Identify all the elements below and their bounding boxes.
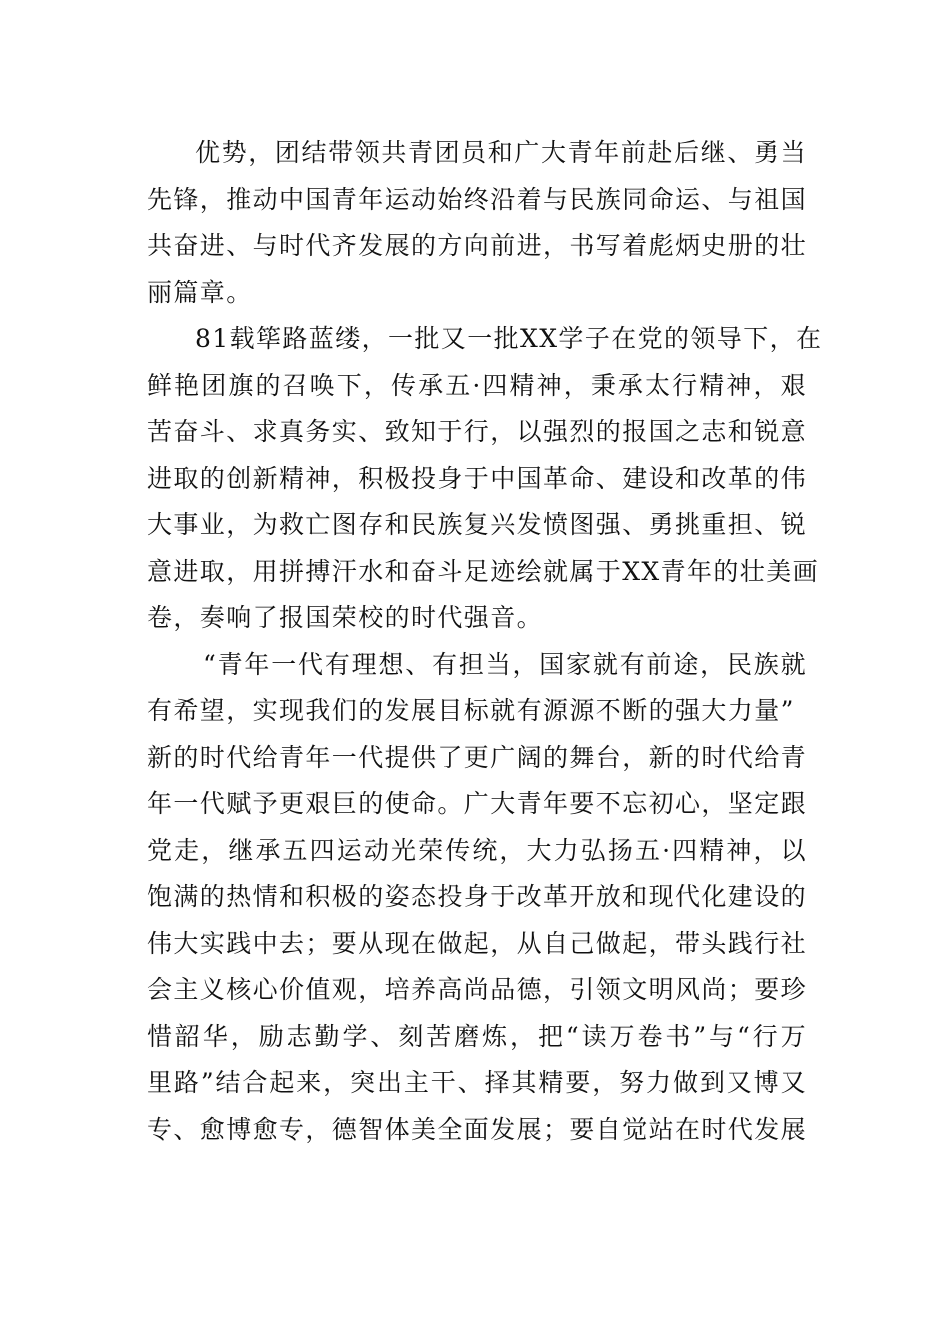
text-line: 里路”结合起来，突出主干、择其精要，努力做到又博又 xyxy=(147,1068,807,1097)
text-line: 党走，继承五四运动光荣传统，大力弘扬五·四精神，以 xyxy=(147,835,807,865)
text-line: 专、愈博愈专，德智体美全面发展；要自觉站在时代发展 xyxy=(147,1114,808,1144)
text-line: 有希望，实现我们的发展目标就有源源不断的强大力量” xyxy=(147,696,795,725)
text-line: 惜韶华，励志勤学、刻苦磨炼，把“读万卷书”与“行万 xyxy=(147,1021,807,1051)
text-line: 苦奋斗、求真务实、致知于行，以强烈的报国之志和锐意 xyxy=(147,417,808,446)
text-line: 新的时代给青年一代提供了更广阔的舞台，新的时代给青 xyxy=(147,742,808,772)
text-line: “青年一代有理想、有担当，国家就有前途，民族就 xyxy=(203,649,807,679)
text-line: 大事业，为救亡图存和民族复兴发愤图强、勇挑重担、锐 xyxy=(147,510,808,539)
text-line: 会主义核心价值观，培养高尚品德，引领文明风尚；要珍 xyxy=(147,975,808,1004)
text-line: 卷，奏响了报国荣校的时代强音。 xyxy=(147,603,544,632)
text-line: 饱满的热情和积极的姿态投身于改革开放和现代化建设的 xyxy=(147,882,808,911)
body-text xyxy=(147,130,823,1153)
text-line: 优势，团结带领共青团员和广大青年前赴后继、勇当 xyxy=(195,138,807,167)
text-line: 伟大实践中去；要从现在做起，从自己做起，带头践行社 xyxy=(147,928,808,958)
paragraph-1 xyxy=(147,130,807,316)
text-line: 年一代赋予更艰巨的使命。广大青年要不忘初心，坚定跟 xyxy=(147,789,808,818)
text-line: 共奋进、与时代齐发展的方向前进，书写着彪炳史册的壮 xyxy=(147,231,808,260)
text-line: 鲜艳团旗的召唤下，传承五·四精神，秉承太行精神，艰 xyxy=(147,370,807,400)
text-line: 进取的创新精神，积极投身于中国革命、建设和改革的伟 xyxy=(147,463,808,493)
text-line: 先锋，推动中国青年运动始终沿着与民族同命运、与祖国 xyxy=(147,184,808,214)
text-line: 意进取，用拼搏汗水和奋斗足迹绘就属于XX青年的壮美画 xyxy=(147,556,819,586)
text-line: 81载筚路蓝缕，一批又一批XX学子在党的领导下，在 xyxy=(195,324,823,353)
text-line: 丽篇章。 xyxy=(147,277,253,307)
paragraph-2 xyxy=(147,316,823,642)
paragraph-3 xyxy=(147,642,807,1154)
